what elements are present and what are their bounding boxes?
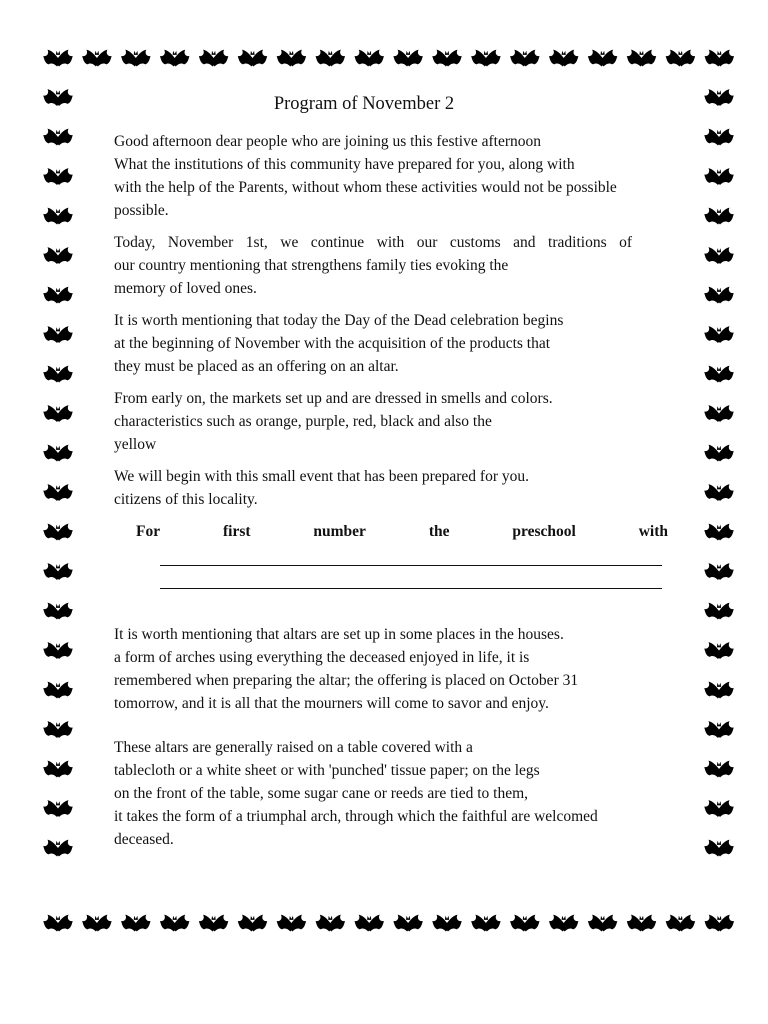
bat-icon — [43, 326, 72, 343]
text-line: possible. — [114, 202, 169, 219]
text-line: deceased. — [114, 831, 174, 848]
bat-icon — [705, 50, 734, 67]
paragraph-celebration — [114, 309, 689, 378]
bat-icon — [393, 50, 422, 67]
text-line: on the front of the table, some sugar cane or reeds are tied to them, — [114, 785, 529, 802]
text-line: remembered when preparing the altar; the offering is placed on October 31 — [114, 672, 579, 689]
paragraph-markets — [114, 387, 689, 456]
bat-icon — [704, 208, 733, 225]
bat-icon — [43, 682, 72, 699]
text-line: yellow — [114, 436, 157, 453]
blank-fill-line — [160, 543, 662, 566]
text-line: It is worth mentioning that today the Day of the Dead celebration begins — [114, 312, 564, 329]
bat-icon — [704, 129, 733, 146]
page-title: Program of November 2 — [273, 94, 455, 114]
first-number-word: with — [638, 523, 668, 540]
bat-icon — [199, 915, 228, 932]
bat-icon — [704, 326, 733, 343]
bat-icon — [355, 915, 384, 932]
bat-icon — [704, 405, 733, 422]
text-line: tomorrow, and it is all that the mourners will come to savor and enjoy. — [114, 695, 549, 712]
bat-icon — [316, 50, 345, 67]
bat-icon — [704, 524, 733, 541]
bat-icon — [704, 563, 733, 580]
first-number-word: first — [222, 523, 251, 540]
bat-icon — [82, 50, 111, 67]
bat-icon — [704, 603, 733, 620]
text-line: From early on, the markets set up and are dressed in smells and colors. — [114, 390, 553, 407]
bat-icon — [43, 721, 72, 738]
text-line: tablecloth or a white sheet or with 'punched' tissue paper; on the legs — [114, 762, 540, 779]
text-line: with the help of the Parents, without whom these activities would not be possible — [114, 179, 617, 196]
first-number-word: number — [313, 523, 366, 540]
paragraph-altars-table — [114, 736, 689, 851]
bat-icon — [704, 445, 733, 462]
bat-icon — [43, 208, 72, 225]
bat-icon — [43, 484, 72, 501]
bat-icon — [238, 915, 267, 932]
text-line: Good afternoon dear people who are joining us this festive afternoon — [114, 133, 541, 150]
bat-icon — [432, 915, 461, 932]
bat-icon — [666, 915, 695, 932]
bat-icon — [510, 50, 539, 67]
text-line: our country mentioning that strengthens family ties evoking the — [114, 257, 509, 274]
bat-icon — [43, 50, 72, 67]
bat-icon — [704, 761, 733, 778]
bat-icon — [704, 168, 733, 185]
text-line: citizens of this locality. — [114, 491, 258, 508]
paragraph-customs — [114, 231, 689, 300]
bat-icon — [43, 366, 72, 383]
text-line: memory of loved ones. — [114, 280, 257, 297]
bat-icon — [704, 642, 733, 659]
bat-icon — [43, 563, 72, 580]
bat-icon — [199, 50, 228, 67]
bat-icon — [704, 484, 733, 501]
bat-icon — [627, 50, 656, 67]
bat-icon — [704, 366, 733, 383]
text-line: a form of arches using everything the deceased enjoyed in life, it is — [114, 649, 530, 666]
text-line: Today, November 1st, we continue with our customs and traditions of — [114, 234, 632, 251]
bat-icon — [160, 50, 189, 67]
bat-icon — [43, 524, 72, 541]
text-line: What the institutions of this community have prepared for you, along with — [114, 156, 575, 173]
bat-icon — [82, 915, 111, 932]
bat-icon — [43, 129, 72, 146]
first-number-line — [136, 520, 668, 543]
bat-icon — [43, 445, 72, 462]
bat-icon — [432, 50, 461, 67]
bat-icon — [43, 287, 72, 304]
bat-icon — [43, 761, 72, 778]
bat-icon — [43, 247, 72, 264]
bat-icon — [43, 840, 72, 857]
first-number-word: For — [136, 523, 161, 540]
bat-icon — [277, 915, 306, 932]
bat-icon — [666, 50, 695, 67]
paragraph-altars-houses — [114, 623, 689, 715]
blank-fill-line — [160, 566, 662, 589]
bat-icon — [588, 50, 617, 67]
bat-icon — [704, 721, 733, 738]
bat-icon — [160, 915, 189, 932]
bat-icon — [43, 168, 72, 185]
text-line: it takes the form of a triumphal arch, through which the faithful are welcomed — [114, 808, 598, 825]
bat-icon — [238, 50, 267, 67]
bat-icon — [43, 603, 72, 620]
bat-icon — [43, 915, 72, 932]
bat-icon — [510, 915, 539, 932]
bat-icon — [471, 50, 500, 67]
bat-icon — [704, 287, 733, 304]
document-body — [114, 130, 689, 860]
first-number-word: the — [428, 523, 450, 540]
text-line: These altars are generally raised on a table covered with a — [114, 739, 473, 756]
bat-icon — [549, 50, 578, 67]
bat-icon — [704, 840, 733, 857]
bat-icon — [627, 915, 656, 932]
bat-icon — [704, 682, 733, 699]
paragraph-greeting — [114, 130, 689, 222]
bat-icon — [355, 50, 384, 67]
bat-icon — [43, 405, 72, 422]
bat-icon — [704, 800, 733, 817]
bat-icon — [43, 642, 72, 659]
bat-icon — [471, 915, 500, 932]
text-line: at the beginning of November with the acquisition of the products that — [114, 335, 551, 352]
bat-icon — [121, 50, 150, 67]
bat-icon — [588, 915, 617, 932]
bat-icon — [704, 247, 733, 264]
bat-icon — [121, 915, 150, 932]
bat-icon — [277, 50, 306, 67]
first-number-word: preschool — [512, 523, 576, 540]
text-line: We will begin with this small event that has been prepared for you. — [114, 468, 529, 485]
bat-icon — [705, 915, 734, 932]
bat-icon — [316, 915, 345, 932]
text-line: characteristics such as orange, purple, red, black and also the — [114, 413, 492, 430]
paragraph-event — [114, 465, 689, 511]
bat-icon — [43, 800, 72, 817]
bat-icon — [549, 915, 578, 932]
text-line: they must be placed as an offering on an altar. — [114, 358, 399, 375]
bat-icon — [393, 915, 422, 932]
text-line: It is worth mentioning that altars are set up in some places in the houses. — [114, 626, 564, 643]
